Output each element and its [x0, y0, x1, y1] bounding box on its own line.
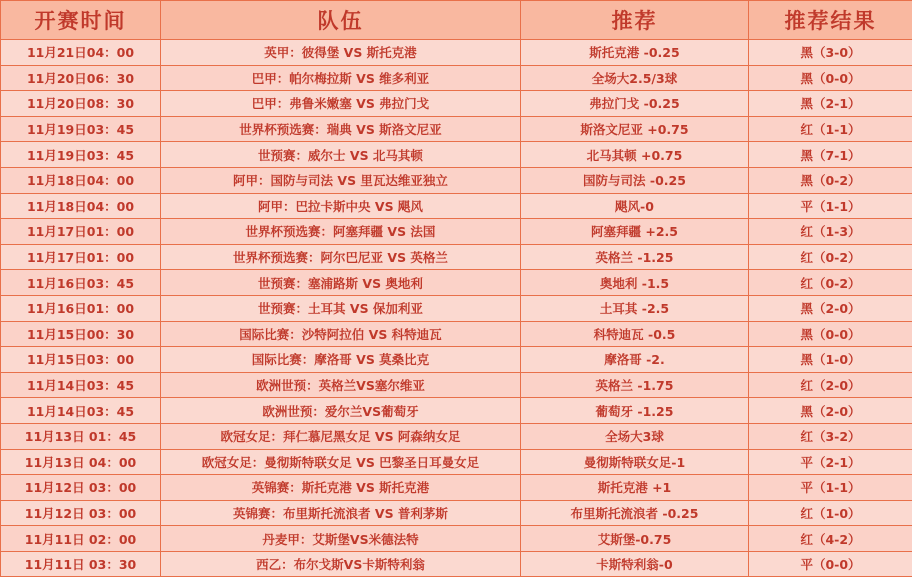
cell-result: 黑（1-0）: [749, 347, 912, 373]
cell-recommendation: 布里斯托流浪者 -0.25: [521, 500, 749, 526]
cell-match-time: 11月11日 03：30: [1, 551, 161, 577]
table-row: [1, 321, 912, 347]
cell-recommendation: 英格兰 -1.25: [521, 244, 749, 270]
cell-match-time: 11月20日08：30: [1, 91, 161, 117]
cell-match-time: 11月12日 03：00: [1, 475, 161, 501]
cell-recommendation: 土耳其 -2.5: [521, 295, 749, 321]
cell-result: 黑（2-1）: [749, 91, 912, 117]
table-row: [1, 219, 912, 245]
cell-match-time: 11月17日01：00: [1, 244, 161, 270]
table-row: [1, 244, 912, 270]
column-header-result: 推荐结果: [749, 1, 912, 40]
cell-match-time: 11月21日04：00: [1, 40, 161, 66]
cell-result: 红（4-2）: [749, 526, 912, 552]
table-row: [1, 193, 912, 219]
table-row: [1, 116, 912, 142]
cell-match-time: 11月16日01：00: [1, 295, 161, 321]
cell-match-time: 11月19日03：45: [1, 116, 161, 142]
cell-result: 平（1-1）: [749, 475, 912, 501]
cell-teams: 世预赛：威尔士 VS 北马其顿: [161, 142, 521, 168]
cell-teams: 西乙：布尔戈斯VS卡斯特利翁: [161, 551, 521, 577]
cell-result: 红（1-0）: [749, 500, 912, 526]
cell-result: 平（1-1）: [749, 193, 912, 219]
cell-teams: 世预赛：塞浦路斯 VS 奥地利: [161, 270, 521, 296]
cell-recommendation: 全场大2.5/3球: [521, 65, 749, 91]
table-row: [1, 449, 912, 475]
cell-teams: 欧洲世预：英格兰VS塞尔维亚: [161, 372, 521, 398]
cell-result: 红（0-2）: [749, 270, 912, 296]
cell-recommendation: 艾斯堡-0.75: [521, 526, 749, 552]
table-row: [1, 526, 912, 552]
cell-match-time: 11月18日04：00: [1, 167, 161, 193]
cell-recommendation: 卡斯特利翁-0: [521, 551, 749, 577]
cell-teams: 国际比赛：沙特阿拉伯 VS 科特迪瓦: [161, 321, 521, 347]
cell-match-time: 11月15日03：00: [1, 347, 161, 373]
cell-match-time: 11月17日01：00: [1, 219, 161, 245]
cell-recommendation: 摩洛哥 -2.: [521, 347, 749, 373]
cell-result: 红（0-2）: [749, 244, 912, 270]
table-row: [1, 347, 912, 373]
cell-teams: 欧冠女足：拜仁慕尼黑女足 VS 阿森纳女足: [161, 423, 521, 449]
cell-teams: 阿甲：国防与司法 VS 里瓦达维亚独立: [161, 167, 521, 193]
cell-match-time: 11月11日 02：00: [1, 526, 161, 552]
table-header: [1, 1, 912, 40]
cell-teams: 国际比赛：摩洛哥 VS 莫桑比克: [161, 347, 521, 373]
table-row: [1, 475, 912, 501]
cell-teams: 世预赛：土耳其 VS 保加利亚: [161, 295, 521, 321]
cell-recommendation: 弗拉门戈 -0.25: [521, 91, 749, 117]
cell-teams: 欧冠女足：曼彻斯特联女足 VS 巴黎圣日耳曼女足: [161, 449, 521, 475]
cell-teams: 世界杯预选赛：瑞典 VS 斯洛文尼亚: [161, 116, 521, 142]
table-row: [1, 500, 912, 526]
cell-result: 黑（3-0）: [749, 40, 912, 66]
cell-match-time: 11月14日03：45: [1, 398, 161, 424]
cell-recommendation: 斯洛文尼亚 +0.75: [521, 116, 749, 142]
cell-result: 红（3-2）: [749, 423, 912, 449]
cell-teams: 英锦赛：斯托克港 VS 斯托克港: [161, 475, 521, 501]
cell-match-time: 11月13日 01：45: [1, 423, 161, 449]
table-header-row: [1, 1, 912, 40]
cell-teams: 巴甲：弗鲁米嫩塞 VS 弗拉门戈: [161, 91, 521, 117]
cell-teams: 欧洲世预：爱尔兰VS葡萄牙: [161, 398, 521, 424]
cell-teams: 世界杯预选赛：阿尔巴尼亚 VS 英格兰: [161, 244, 521, 270]
cell-result: 黑（7-1）: [749, 142, 912, 168]
cell-result: 平（0-0）: [749, 551, 912, 577]
cell-match-time: 11月16日03：45: [1, 270, 161, 296]
cell-recommendation: 国防与司法 -0.25: [521, 167, 749, 193]
cell-result: 黑（0-0）: [749, 321, 912, 347]
cell-match-time: 11月20日06：30: [1, 65, 161, 91]
table-row: [1, 40, 912, 66]
table-row: [1, 142, 912, 168]
cell-teams: 巴甲：帕尔梅拉斯 VS 维多利亚: [161, 65, 521, 91]
cell-teams: 阿甲：巴拉卡斯中央 VS 飓风: [161, 193, 521, 219]
cell-recommendation: 全场大3球: [521, 423, 749, 449]
table-body: [1, 40, 912, 577]
cell-result: 黑（2-0）: [749, 398, 912, 424]
cell-recommendation: 斯托克港 -0.25: [521, 40, 749, 66]
table-row: [1, 423, 912, 449]
cell-teams: 英甲：彼得堡 VS 斯托克港: [161, 40, 521, 66]
cell-match-time: 11月13日 04：00: [1, 449, 161, 475]
cell-recommendation: 奥地利 -1.5: [521, 270, 749, 296]
table-row: [1, 91, 912, 117]
table-row: [1, 372, 912, 398]
cell-recommendation: 阿塞拜疆 +2.5: [521, 219, 749, 245]
cell-result: 黑（0-2）: [749, 167, 912, 193]
cell-match-time: 11月18日04：00: [1, 193, 161, 219]
cell-teams: 丹麦甲：艾斯堡VS米德法特: [161, 526, 521, 552]
table-row: [1, 270, 912, 296]
cell-result: 红（1-3）: [749, 219, 912, 245]
cell-result: 红（2-0）: [749, 372, 912, 398]
cell-recommendation: 斯托克港 +1: [521, 475, 749, 501]
cell-result: 黑（2-0）: [749, 295, 912, 321]
table-row: [1, 65, 912, 91]
column-header-teams: 队伍: [161, 1, 521, 40]
table-row: [1, 295, 912, 321]
cell-recommendation: 北马其顿 +0.75: [521, 142, 749, 168]
cell-recommendation: 科特迪瓦 -0.5: [521, 321, 749, 347]
table-row: [1, 551, 912, 577]
cell-recommendation: 葡萄牙 -1.25: [521, 398, 749, 424]
cell-result: 平（2-1）: [749, 449, 912, 475]
cell-recommendation: 曼彻斯特联女足-1: [521, 449, 749, 475]
cell-teams: 英锦赛：布里斯托流浪者 VS 普利茅斯: [161, 500, 521, 526]
cell-match-time: 11月15日00：30: [1, 321, 161, 347]
cell-recommendation: 英格兰 -1.75: [521, 372, 749, 398]
cell-recommendation: 飓风-0: [521, 193, 749, 219]
cell-match-time: 11月12日 03：00: [1, 500, 161, 526]
cell-result: 红（1-1）: [749, 116, 912, 142]
cell-result: 黑（0-0）: [749, 65, 912, 91]
table-row: [1, 398, 912, 424]
column-header-time: 开赛时间: [1, 1, 161, 40]
column-header-recommendation: 推荐: [521, 1, 749, 40]
cell-teams: 世界杯预选赛：阿塞拜疆 VS 法国: [161, 219, 521, 245]
table-row: [1, 167, 912, 193]
cell-match-time: 11月14日03：45: [1, 372, 161, 398]
cell-match-time: 11月19日03：45: [1, 142, 161, 168]
